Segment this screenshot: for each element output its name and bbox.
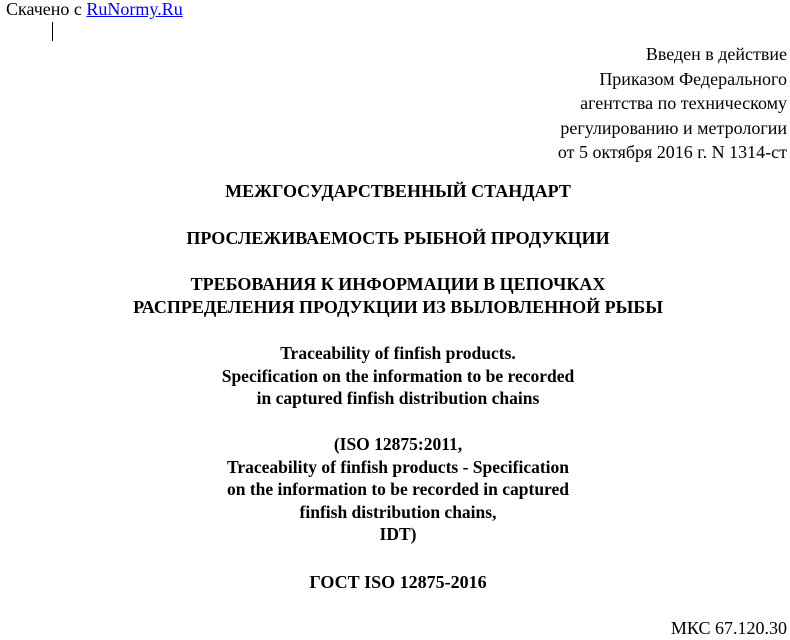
iso-reference-line: finfish distribution chains,: [299, 501, 497, 522]
title-en-line: in captured finfish distribution chains: [256, 388, 540, 408]
source-prefix: Скачено с: [6, 0, 87, 19]
approval-line: агентства по техническому: [580, 93, 787, 113]
iso-reference-line: on the information to be recorded in captured: [226, 479, 570, 499]
iso-reference-line: Traceability of finfish products - Specification: [226, 456, 570, 477]
subtitle-ru-line: ТРЕБОВАНИЯ К ИНФОРМАЦИИ В ЦЕПОЧКАХ: [190, 274, 606, 294]
standard-heading: МЕЖГОСУДАРСТВЕННЫЙ СТАНДАРТ: [225, 181, 571, 201]
approval-line: от 5 октября 2016 г. N 1314-ст: [557, 142, 787, 162]
iso-reference-line: (ISO 12875:2011,: [333, 434, 463, 454]
subtitle-ru: [0, 273, 790, 318]
approval-line: регулированию и метрологии: [560, 117, 787, 138]
title-ru: ПРОСЛЕЖИВАЕМОСТЬ РЫБНОЙ ПРОДУКЦИИ: [186, 228, 610, 248]
runormy-link[interactable]: RuNormy.Ru: [86, 0, 183, 19]
title-en: [0, 342, 790, 410]
mks-code: МКС 67.120.30: [670, 618, 787, 638]
approval-block: [558, 42, 787, 165]
title-en-line: Traceability of finfish products.: [280, 343, 516, 363]
approval-line: Приказом Федерального: [599, 68, 787, 89]
source-note: [6, 0, 183, 20]
text-cursor: [52, 22, 53, 41]
standard-designation: ГОСТ ISO 12875-2016: [309, 572, 487, 592]
iso-reference-line: IDT): [379, 524, 417, 544]
iso-reference: [0, 433, 790, 546]
subtitle-ru-line: РАСПРЕДЕЛЕНИЯ ПРОДУКЦИИ ИЗ ВЫЛОВЛЕННОЙ РЫБЫ: [133, 296, 663, 317]
title-en-line: Specification on the information to be recorded: [221, 365, 575, 386]
approval-line: Введен в действие: [645, 44, 787, 64]
